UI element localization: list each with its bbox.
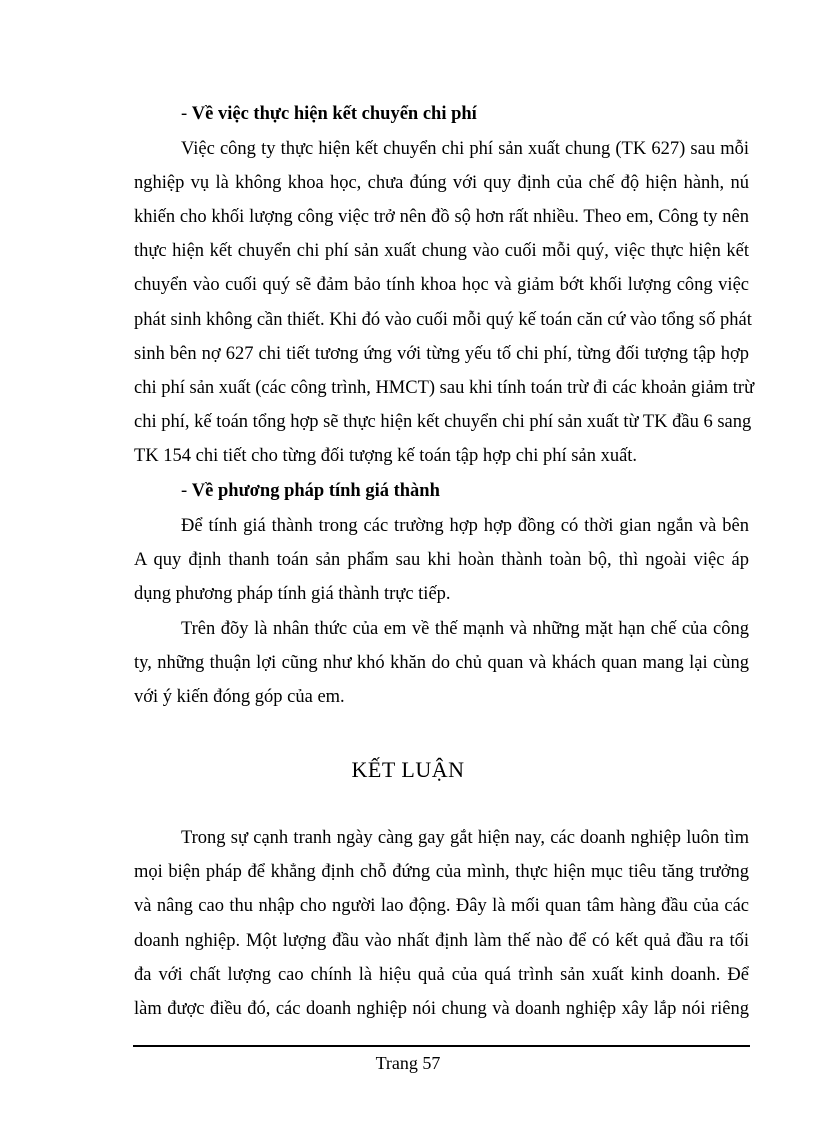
paragraph-line: và nâng cao thu nhập cho người lao động. Đây là mối quan tâm hàng đầu của các [134, 896, 749, 916]
section-heading-costing-method [181, 479, 440, 503]
paragraph-line: TK 154 chi tiết cho từng đối tượng kế toán tập hợp chi phí sản xuất. [134, 446, 638, 466]
paragraph-line: thực hiện kết chuyển chi phí sản xuất chung vào cuối mỗi quý, việc thực hiện kết [134, 241, 749, 261]
section-heading-cost-transfer [181, 102, 477, 126]
paragraph-line: khiến cho khối lượng công việc trở nên đồ sộ hơn rất nhiều. Theo em, Công ty nên [134, 207, 749, 227]
paragraph-line: đa với chất lượng cao chính là hiệu quả của quá trình sản xuất kinh doanh. Để [134, 965, 749, 985]
paragraph-line: Để tính giá thành trong các trường hợp hợp đồng có thời gian ngắn và bên [181, 516, 749, 536]
paragraph-line: làm được điều đó, các doanh nghiệp nói chung và doanh nghiệp xây lắp nói riêng [134, 999, 749, 1019]
paragraph-line: mọi biện pháp để khẳng định chỗ đứng của mình, thực hiện mục tiêu tăng trưởng [134, 862, 749, 882]
heading-text: Về việc thực hiện kết chuyển chi phí [191, 104, 477, 124]
paragraph-line: dụng phương pháp tính giá thành trực tiếp. [134, 584, 451, 604]
heading-text: Về phương pháp tính giá thành [191, 481, 440, 501]
heading-dash: - [181, 104, 192, 124]
paragraph-line: sinh bên nợ 627 chi tiết tương ứng với từng yếu tố chi phí, từng đối tượng tập hợp [134, 344, 749, 364]
conclusion-title: KẾT LUẬN [351, 757, 465, 782]
paragraph-line: Trong sự cạnh tranh ngày càng gay gắt hiện nay, các doanh nghiệp luôn tìm [181, 828, 749, 848]
paragraph-line: A quy định thanh toán sản phẩm sau khi hoàn thành toàn bộ, thì ngoài việc áp [134, 550, 749, 570]
paragraph-line: ty, những thuận lợi cũng như khó khăn do chủ quan và khách quan mang lại cùng [134, 653, 749, 673]
paragraph-line: Việc công ty thực hiện kết chuyển chi phí sản xuất chung (TK 627) sau mỗi [181, 139, 749, 159]
paragraph-line: Trên đõy là nhân thức của em về thế mạnh và những mặt hạn chế của công [181, 619, 749, 639]
paragraph-line: phát sinh không cần thiết. Khi đó vào cuối mỗi quý kế toán căn cứ vào tổng số phát [134, 310, 752, 330]
paragraph-line: doanh nghiệp. Một lượng đầu vào nhất định làm thế nào để có kết quả đầu ra tối [134, 931, 749, 951]
footer-divider [133, 1045, 750, 1047]
page-number: Trang 57 [375, 1053, 441, 1073]
paragraph-line: nghiệp vụ là không khoa học, chưa đúng với quy định của chế độ hiện hành, nú [134, 173, 749, 193]
paragraph-line: với ý kiến đóng góp của em. [134, 687, 345, 707]
paragraph-line: chuyển vào cuối quý sẽ đảm bảo tính khoa học và giảm bớt khối lượng công việc [134, 275, 749, 295]
paragraph-line: chi phí sản xuất (các công trình, HMCT) sau khi tính toán trừ đi các khoản giảm trừ [134, 378, 755, 398]
paragraph-line: chi phí, kế toán tổng hợp sẽ thực hiện kết chuyển chi phí sản xuất từ TK đầu 6 sang [134, 412, 752, 432]
heading-dash: - [181, 481, 192, 501]
